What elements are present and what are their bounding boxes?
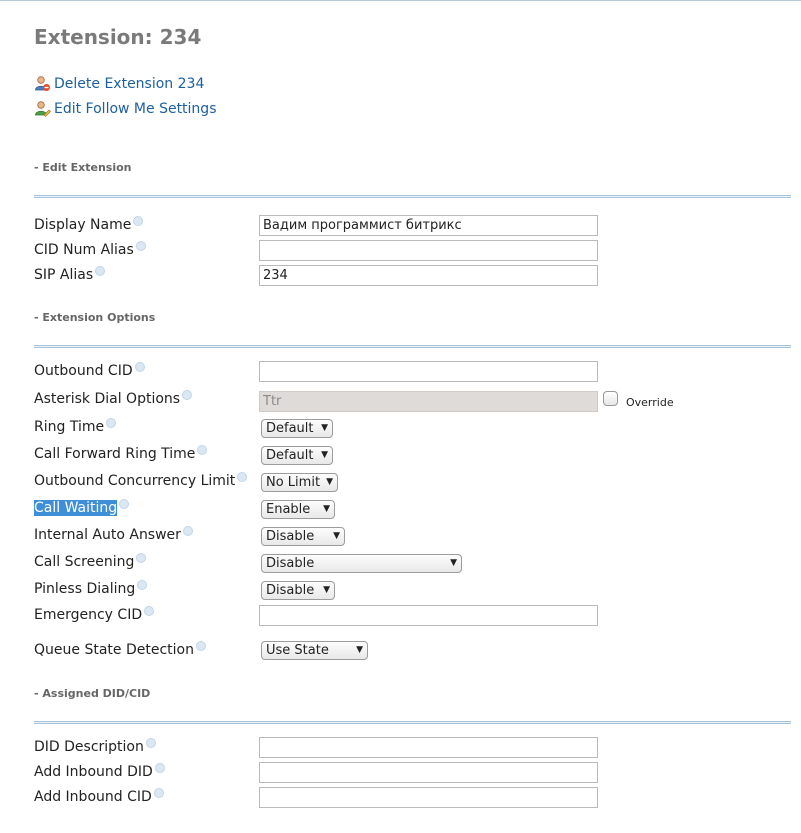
- section-edit-extension: - Edit Extension: [34, 161, 132, 174]
- help-icon[interactable]: [183, 526, 193, 536]
- help-icon[interactable]: [196, 641, 206, 651]
- add-inbound-cid-input[interactable]: [259, 787, 598, 808]
- chevron-down-icon: ▼: [323, 504, 330, 514]
- user-edit-icon: [34, 100, 51, 117]
- ring-time-select[interactable]: Default ▼: [261, 419, 333, 438]
- internal-auto-answer-label: Internal Auto Answer: [34, 527, 193, 543]
- sip-alias-input[interactable]: [259, 265, 598, 286]
- edit-follow-me-link[interactable]: [34, 100, 217, 117]
- internal-auto-answer-select[interactable]: Disable ▼: [261, 527, 345, 546]
- outbound-concurrency-limit-label: Outbound Concurrency Limit: [34, 473, 247, 489]
- ring-time-label: Ring Time: [34, 419, 116, 435]
- outbound-cid-input[interactable]: [259, 361, 598, 382]
- help-icon[interactable]: [137, 580, 147, 590]
- help-icon[interactable]: [144, 606, 154, 616]
- did-description-input[interactable]: [259, 737, 598, 758]
- emergency-cid-input[interactable]: [259, 605, 598, 626]
- help-icon[interactable]: [119, 499, 129, 509]
- chevron-down-icon: ▼: [323, 585, 330, 595]
- asterisk-dial-options-input: [259, 391, 598, 412]
- call-screening-select[interactable]: Disable ▼: [261, 554, 462, 573]
- help-icon[interactable]: [136, 241, 146, 251]
- chevron-down-icon: ▼: [356, 645, 363, 655]
- section-extension-options: - Extension Options: [34, 311, 156, 324]
- section-divider: [34, 195, 791, 198]
- chevron-down-icon: ▼: [450, 558, 457, 568]
- asterisk-dial-options-label: Asterisk Dial Options: [34, 391, 192, 407]
- cid-num-alias-label: CID Num Alias: [34, 242, 146, 258]
- add-inbound-cid-label: Add Inbound CID: [34, 789, 164, 805]
- edit-follow-me-label: Edit Follow Me Settings: [54, 100, 217, 117]
- help-icon[interactable]: [135, 362, 145, 372]
- chevron-down-icon: ▼: [333, 531, 340, 541]
- help-icon[interactable]: [95, 266, 105, 276]
- delete-extension-label: Delete Extension 234: [54, 75, 205, 92]
- help-icon[interactable]: [197, 445, 207, 455]
- override-label: Override: [626, 396, 674, 409]
- help-icon[interactable]: [133, 216, 143, 226]
- section-divider: [34, 721, 791, 724]
- display-name-input[interactable]: [259, 215, 598, 236]
- help-icon[interactable]: [154, 788, 164, 798]
- pinless-dialing-select[interactable]: Disable ▼: [261, 581, 335, 600]
- emergency-cid-label: Emergency CID: [34, 607, 154, 623]
- delete-extension-link[interactable]: [34, 75, 204, 92]
- override-checkbox[interactable]: [603, 391, 618, 406]
- call-forward-ring-time-label: Call Forward Ring Time: [34, 446, 207, 462]
- help-icon[interactable]: [182, 390, 192, 400]
- did-description-label: DID Description: [34, 739, 156, 755]
- sip-alias-label: SIP Alias: [34, 267, 105, 283]
- section-assigned-did-cid: - Assigned DID/CID: [34, 687, 151, 700]
- user-delete-icon: [34, 75, 51, 92]
- queue-state-detection-label: Queue State Detection: [34, 642, 206, 658]
- help-icon[interactable]: [136, 553, 146, 563]
- chevron-down-icon: ▼: [321, 450, 328, 460]
- cid-num-alias-input[interactable]: [259, 240, 598, 261]
- call-forward-ring-time-select[interactable]: Default ▼: [261, 446, 333, 465]
- chevron-down-icon: ▼: [326, 477, 333, 487]
- help-icon[interactable]: [237, 472, 247, 482]
- page-title: Extension: 234: [34, 25, 202, 49]
- add-inbound-did-input[interactable]: [259, 762, 598, 783]
- outbound-concurrency-limit-select[interactable]: No Limit ▼: [261, 473, 338, 492]
- call-waiting-label: Call Waiting: [34, 500, 129, 516]
- pinless-dialing-label: Pinless Dialing: [34, 581, 147, 597]
- call-waiting-select[interactable]: Enable ▼: [261, 500, 335, 519]
- help-icon[interactable]: [155, 763, 165, 773]
- call-screening-label: Call Screening: [34, 554, 146, 570]
- queue-state-detection-select[interactable]: Use State ▼: [261, 641, 368, 660]
- outbound-cid-label: Outbound CID: [34, 363, 145, 379]
- top-border: [0, 0, 801, 1]
- chevron-down-icon: ▼: [321, 423, 328, 433]
- help-icon[interactable]: [146, 738, 156, 748]
- add-inbound-did-label: Add Inbound DID: [34, 764, 165, 780]
- help-icon[interactable]: [106, 418, 116, 428]
- section-divider: [34, 345, 791, 348]
- display-name-label: Display Name: [34, 217, 143, 233]
